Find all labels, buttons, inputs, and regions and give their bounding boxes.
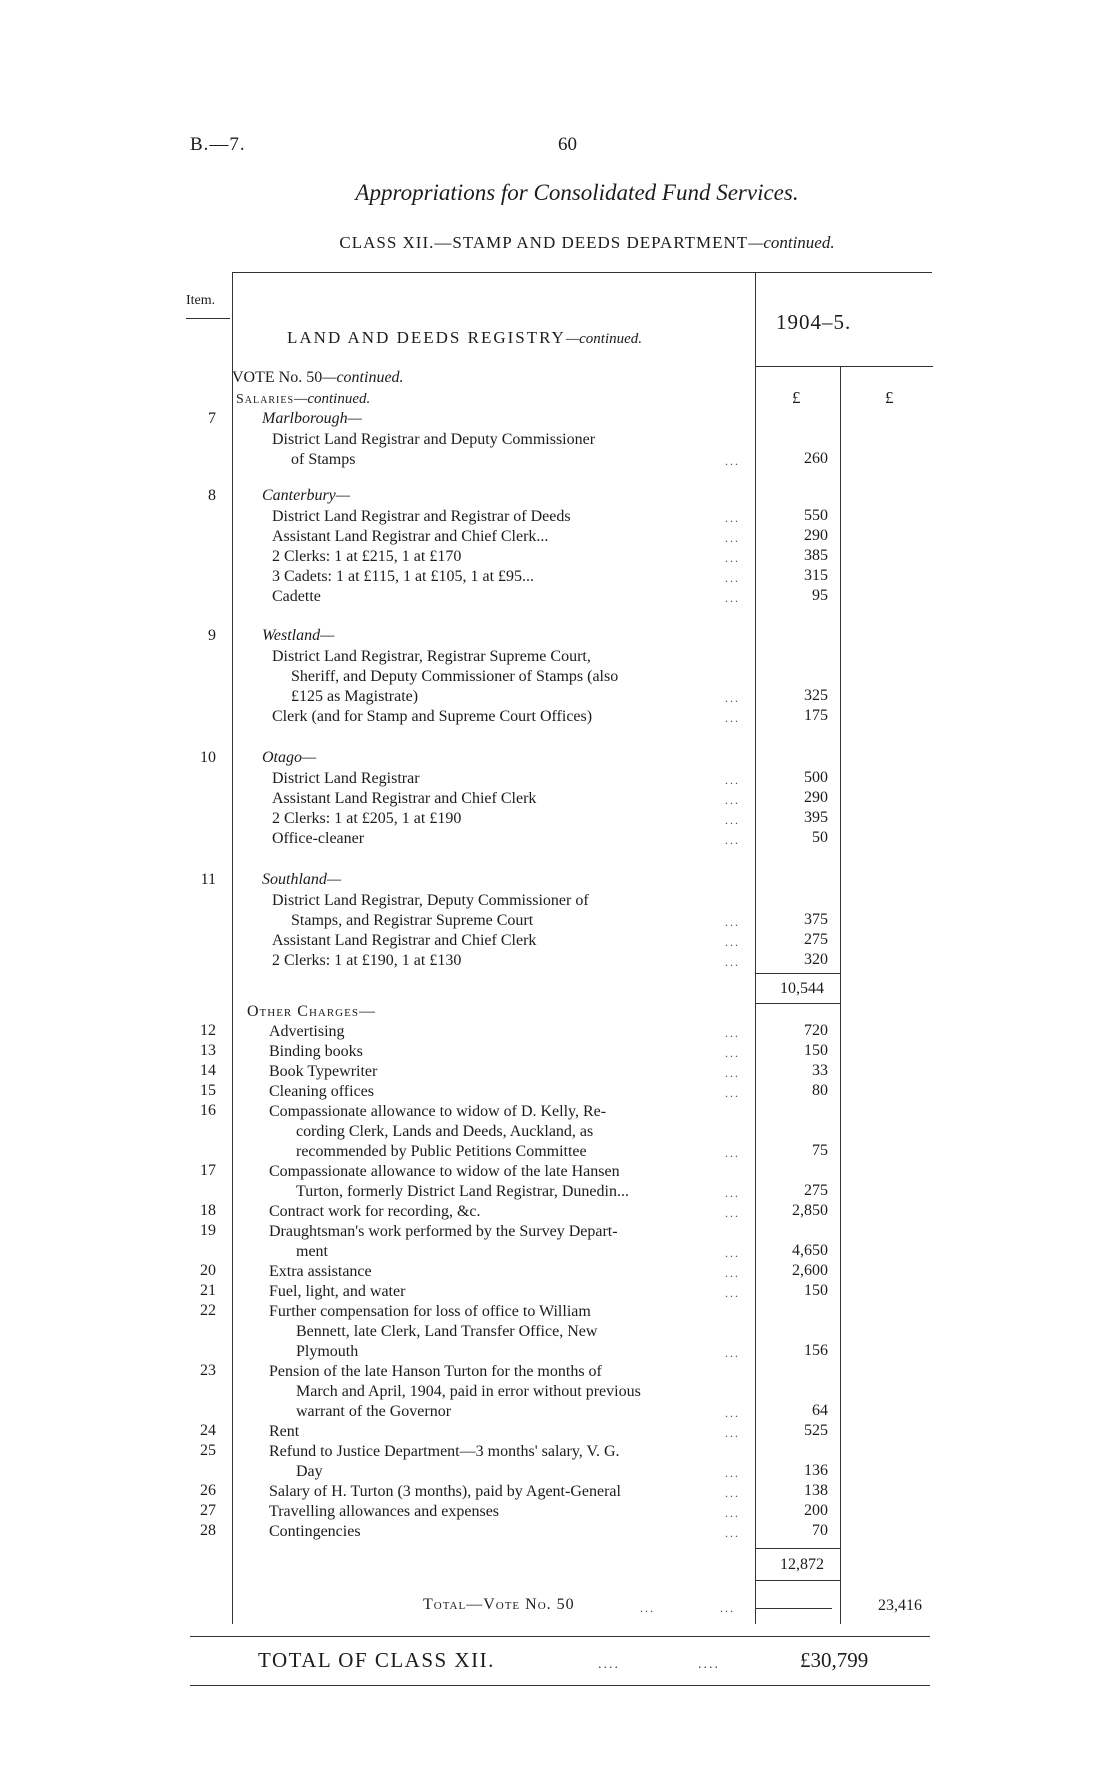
item-number: 9 [208, 627, 216, 644]
salary-amount: 290 [804, 527, 828, 544]
fiscal-year: 1904–5. [776, 310, 852, 334]
dot-leader: ... [725, 1246, 740, 1260]
section-title-text: LAND AND DEEDS REGISTRY [287, 328, 566, 347]
dot-leader: ... [725, 1406, 740, 1420]
item-header-rule [186, 318, 230, 319]
salary-amount: 315 [804, 567, 828, 584]
salary-line-text: 3 Cadets: 1 at £115, 1 at £105, 1 at £95... [272, 568, 535, 585]
item-number: 16 [200, 1102, 216, 1119]
salary-line-text: District Land Registrar and Deputy Commissioner [272, 431, 596, 448]
region-heading: Otago— [262, 749, 317, 766]
dot-leader: ... [725, 773, 740, 787]
region-heading: Canterbury— [262, 487, 350, 504]
charge-line-text: Book Typewriter [269, 1063, 378, 1080]
total-vote-leader: ... [640, 1601, 655, 1615]
other-charges-heading: Other Charges— [247, 1003, 376, 1020]
salary-amount: 260 [804, 450, 828, 467]
dot-leader: ... [725, 1086, 740, 1100]
dot-leader: ... [725, 1466, 740, 1480]
dot-leader: ... [725, 591, 740, 605]
item-number: 18 [200, 1202, 216, 1219]
salary-line-text: Assistant Land Registrar and Chief Clerk [272, 932, 537, 949]
charge-amount: 138 [804, 1482, 828, 1499]
charge-line-text: Day [296, 1463, 323, 1480]
class-heading-text: CLASS XII.—STAMP AND DEEDS DEPARTMENT [339, 233, 749, 252]
charges-subtotal-bottom-rule [756, 1580, 840, 1581]
total-vote-amount: 23,416 [878, 1597, 922, 1614]
section-title [287, 328, 642, 348]
currency-symbol-amount: £ [792, 388, 801, 407]
item-number: 13 [200, 1042, 216, 1059]
charge-amount: 33 [812, 1062, 828, 1079]
salary-amount: 500 [804, 769, 828, 786]
dot-leader: ... [725, 1026, 740, 1040]
charge-line-text: Rent [269, 1423, 300, 1440]
region-heading: Marlborough— [262, 410, 362, 427]
class-heading [0, 233, 1114, 253]
charge-line-text: warrant of the Governor [296, 1403, 452, 1420]
salaries-subtotal: 10,544 [780, 980, 824, 997]
charge-line-text: Refund to Justice Department—3 months' salary, V. G. [269, 1443, 620, 1460]
dot-leader: ... [725, 813, 740, 827]
other-charges-subtotal: 12,872 [780, 1556, 824, 1573]
charge-amount: 525 [804, 1422, 828, 1439]
charge-line-text: Fuel, light, and water [269, 1283, 406, 1300]
charge-line-text: Contract work for recording, &c. [269, 1203, 481, 1220]
dot-leader: ... [725, 915, 740, 929]
vote-heading [232, 369, 404, 387]
class-total-label: TOTAL OF CLASS XII. [258, 1648, 495, 1672]
charge-line-text: March and April, 1904, paid in error without previous [296, 1383, 641, 1400]
item-number: 14 [200, 1062, 216, 1079]
salary-line-text: Assistant Land Registrar and Chief Clerk [272, 790, 537, 807]
page-title: Appropriations for Consolidated Fund Services. [355, 180, 799, 205]
charge-line-text: Draughtsman's work performed by the Survey Depart- [269, 1223, 618, 1240]
charge-line-text: Bennett, late Clerk, Land Transfer Office, New [296, 1323, 598, 1340]
dot-leader: ... [725, 1506, 740, 1520]
vote-total-dash [756, 1608, 832, 1609]
dot-leader: ... [725, 571, 740, 585]
item-number: 17 [200, 1162, 216, 1179]
dot-leader: ... [725, 551, 740, 565]
salary-line-text: District Land Registrar [272, 770, 420, 787]
salaries-heading-text: Salaries [236, 392, 295, 407]
charge-line-text: Further compensation for loss of office to William [269, 1303, 591, 1320]
item-number: 28 [200, 1522, 216, 1539]
charge-line-text: Binding books [269, 1043, 363, 1060]
dot-leader: ... [725, 454, 740, 468]
salary-amount: 50 [812, 829, 828, 846]
dot-leader: ... [725, 793, 740, 807]
salary-line-text: 2 Clerks: 1 at £205, 1 at £190 [272, 810, 462, 827]
salary-amount: 550 [804, 507, 828, 524]
section-title-suffix: —continued. [565, 331, 643, 347]
item-column-rule [232, 272, 233, 1624]
salary-amount: 375 [804, 911, 828, 928]
total-vote-leader-2: ... [720, 1601, 735, 1615]
charge-amount: 75 [812, 1142, 828, 1159]
year-header-rule [755, 366, 933, 367]
dot-leader: ... [725, 1486, 740, 1500]
charge-line-text: recommended by Public Petitions Committee [296, 1143, 587, 1160]
item-number: 25 [200, 1442, 216, 1459]
salary-line-text: Cadette [272, 588, 321, 605]
total-vote-label: Total—Vote No. 50 [423, 1596, 575, 1613]
charge-amount: 156 [804, 1342, 828, 1359]
charge-line-text: cording Clerk, Lands and Deeds, Auckland, as [296, 1123, 594, 1140]
vote-suffix: —continued. [322, 369, 404, 386]
charge-amount: 720 [804, 1022, 828, 1039]
currency-symbol-total: £ [885, 388, 894, 407]
charge-line-text: Advertising [269, 1023, 345, 1040]
document-reference: B.—7. [190, 134, 246, 155]
salaries-heading-suffix: —continued. [294, 391, 371, 407]
item-number: 8 [208, 487, 216, 504]
charge-amount: 4,650 [792, 1242, 828, 1259]
item-number: 26 [200, 1482, 216, 1499]
dot-leader: ... [725, 1266, 740, 1280]
item-number: 19 [200, 1222, 216, 1239]
class-total-bottom-rule [190, 1685, 930, 1686]
charge-line-text: ment [296, 1243, 328, 1260]
charge-amount: 70 [812, 1522, 828, 1539]
class-total-top-rule [190, 1636, 930, 1637]
salary-amount: 275 [804, 931, 828, 948]
item-number: 21 [200, 1282, 216, 1299]
region-heading: Southland— [262, 871, 342, 888]
salary-line-text: of Stamps [291, 451, 356, 468]
salary-line-text: 2 Clerks: 1 at £190, 1 at £130 [272, 952, 462, 969]
salary-amount: 175 [804, 707, 828, 724]
dot-leader: ... [725, 1346, 740, 1360]
dot-leader: ... [725, 1426, 740, 1440]
charge-amount: 200 [804, 1502, 828, 1519]
item-number: 22 [200, 1302, 216, 1319]
salary-amount: 95 [812, 587, 828, 604]
charge-amount: 80 [812, 1082, 828, 1099]
charge-line-text: Pension of the late Hanson Turton for the months of [269, 1363, 602, 1380]
salary-line-text: District Land Registrar, Deputy Commissioner of [272, 892, 589, 909]
salaries-heading [236, 389, 370, 409]
class-total-leader: .... [598, 1657, 620, 1672]
salary-line-text: 2 Clerks: 1 at £215, 1 at £170 [272, 548, 462, 565]
charge-amount: 2,850 [792, 1202, 828, 1219]
dot-leader: ... [725, 935, 740, 949]
charge-line-text: Contingencies [269, 1523, 361, 1540]
salary-line-text: £125 as Magistrate) [291, 688, 419, 705]
salary-amount: 320 [804, 951, 828, 968]
salary-line-text: Clerk (and for Stamp and Supreme Court Offices) [272, 708, 593, 725]
page-number: 60 [558, 134, 577, 155]
charge-line-text: Travelling allowances and expenses [269, 1503, 500, 1520]
salaries-subtotal-bottom-rule [756, 1003, 840, 1004]
item-number: 24 [200, 1422, 216, 1439]
class-heading-suffix: —continued. [748, 233, 835, 252]
salary-amount: 290 [804, 789, 828, 806]
item-number: 12 [200, 1022, 216, 1039]
salary-amount: 385 [804, 547, 828, 564]
charge-amount: 275 [804, 1182, 828, 1199]
charge-line-text: Compassionate allowance to widow of the late Hansen [269, 1163, 620, 1180]
item-number: 23 [200, 1362, 216, 1379]
salary-amount: 395 [804, 809, 828, 826]
dot-leader: ... [725, 691, 740, 705]
dot-leader: ... [725, 1286, 740, 1300]
item-column-header: Item. [186, 293, 216, 308]
salary-line-text: Office-cleaner [272, 830, 365, 847]
salary-line-text: Stamps, and Registrar Supreme Court [291, 912, 534, 929]
charge-amount: 136 [804, 1462, 828, 1479]
charge-amount: 150 [804, 1282, 828, 1299]
class-total-leader-2: .... [698, 1657, 720, 1672]
amount-column-rule [755, 272, 756, 1624]
item-number: 15 [200, 1082, 216, 1099]
salary-line-text: District Land Registrar and Registrar of Deeds [272, 508, 571, 525]
dot-leader: ... [725, 1186, 740, 1200]
charge-amount: 64 [812, 1402, 828, 1419]
salary-amount: 325 [804, 687, 828, 704]
charge-line-text: Cleaning offices [269, 1083, 375, 1100]
charge-line-text: Plymouth [296, 1343, 359, 1360]
charge-amount: 2,600 [792, 1262, 828, 1279]
dot-leader: ... [725, 511, 740, 525]
item-number: 11 [200, 871, 216, 888]
item-number: 20 [200, 1262, 216, 1279]
charge-line-text: Extra assistance [269, 1263, 372, 1280]
salaries-subtotal-rule [756, 973, 840, 974]
region-heading: Westland— [262, 627, 335, 644]
salary-line-text: Assistant Land Registrar and Chief Clerk... [272, 528, 549, 545]
charge-line-text: Turton, formerly District Land Registrar, Dunedin... [296, 1183, 629, 1200]
dot-leader: ... [725, 833, 740, 847]
dot-leader: ... [725, 1046, 740, 1060]
dot-leader: ... [725, 1146, 740, 1160]
dot-leader: ... [725, 1526, 740, 1540]
charge-line-text: Salary of H. Turton (3 months), paid by Agent-General [269, 1483, 621, 1500]
dot-leader: ... [725, 711, 740, 725]
item-number: 27 [200, 1502, 216, 1519]
vote-label: VOTE No. 50 [232, 369, 323, 386]
charge-line-text: Compassionate allowance to widow of D. Kelly, Re- [269, 1103, 607, 1120]
dot-leader: ... [725, 1066, 740, 1080]
dot-leader: ... [725, 955, 740, 969]
item-number: 10 [200, 749, 216, 766]
table-top-rule [232, 272, 932, 273]
item-number: 7 [208, 410, 216, 427]
total-column-rule [840, 366, 841, 1624]
salary-line-text: District Land Registrar, Registrar Supreme Court, [272, 648, 591, 665]
charges-subtotal-rule [756, 1548, 840, 1549]
charge-amount: 150 [804, 1042, 828, 1059]
dot-leader: ... [725, 1206, 740, 1220]
dot-leader: ... [725, 531, 740, 545]
class-total-amount: £30,799 [800, 1648, 869, 1672]
salary-line-text: Sheriff, and Deputy Commissioner of Stamps (also [291, 668, 619, 685]
